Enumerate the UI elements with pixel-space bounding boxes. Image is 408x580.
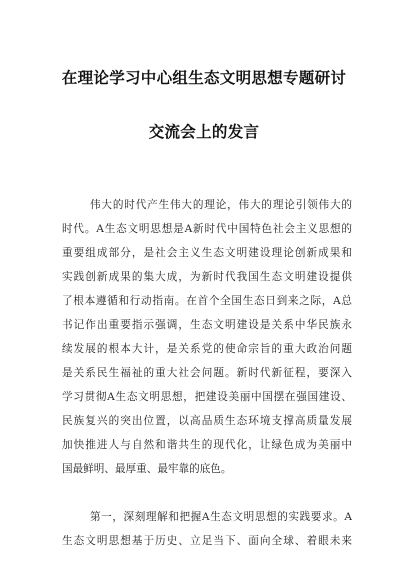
paragraph-1-line-8: 是关系民生福祉的重大社会问题。新时代新征程，要深入 bbox=[62, 367, 352, 379]
document-title-line-1: 在理论学习中心组生态文明思想专题研讨 bbox=[61, 69, 347, 87]
paragraph-1-line-12: 国最鲜明、最厚重、最牢靠的底色。 bbox=[62, 463, 232, 475]
paragraph-1-line-5: 了根本遵循和行动指南。在首个全国生态日到来之际，A总 bbox=[62, 295, 352, 307]
paragraph-1-line-4: 实践创新成果的集大成，为新时代我国生态文明建设提供 bbox=[62, 271, 352, 283]
paragraph-1-line-2: 时代。A生态文明思想是A新时代中国特色社会主义思想的 bbox=[62, 223, 352, 235]
paragraph-1-line-9: 学习贯彻A生态文明思想，把建设美丽中国摆在强国建设、 bbox=[62, 391, 352, 403]
paragraph-2-line-2: 生态文明思想基于历史、立足当下、面向全球、着眼未来 bbox=[62, 535, 352, 547]
paragraph-1-line-6: 书记作出重要指示强调，生态文明建设是关系中华民族永 bbox=[62, 319, 352, 331]
paragraph-1-line-11: 加快推进人与自然和谐共生的现代化，让绿色成为美丽中 bbox=[62, 439, 352, 451]
paragraph-1-line-10: 民族复兴的突出位置，以高品质生态环境支撑高质量发展 bbox=[62, 415, 352, 427]
paragraph-2-line-1: 第一，深刻理解和把握A生态文明思想的实践要求。A bbox=[90, 511, 352, 523]
document-title-line-2: 交流会上的发言 bbox=[148, 123, 260, 141]
paragraph-1-line-3: 重要组成部分，是社会主义生态文明建设理论创新成果和 bbox=[62, 247, 352, 259]
paragraph-1-line-7: 续发展的根本大计，是关系党的使命宗旨的重大政治问题 bbox=[62, 343, 352, 355]
paragraph-1-line-1: 伟大的时代产生伟大的理论，伟大的理论引领伟大的 bbox=[90, 199, 352, 211]
